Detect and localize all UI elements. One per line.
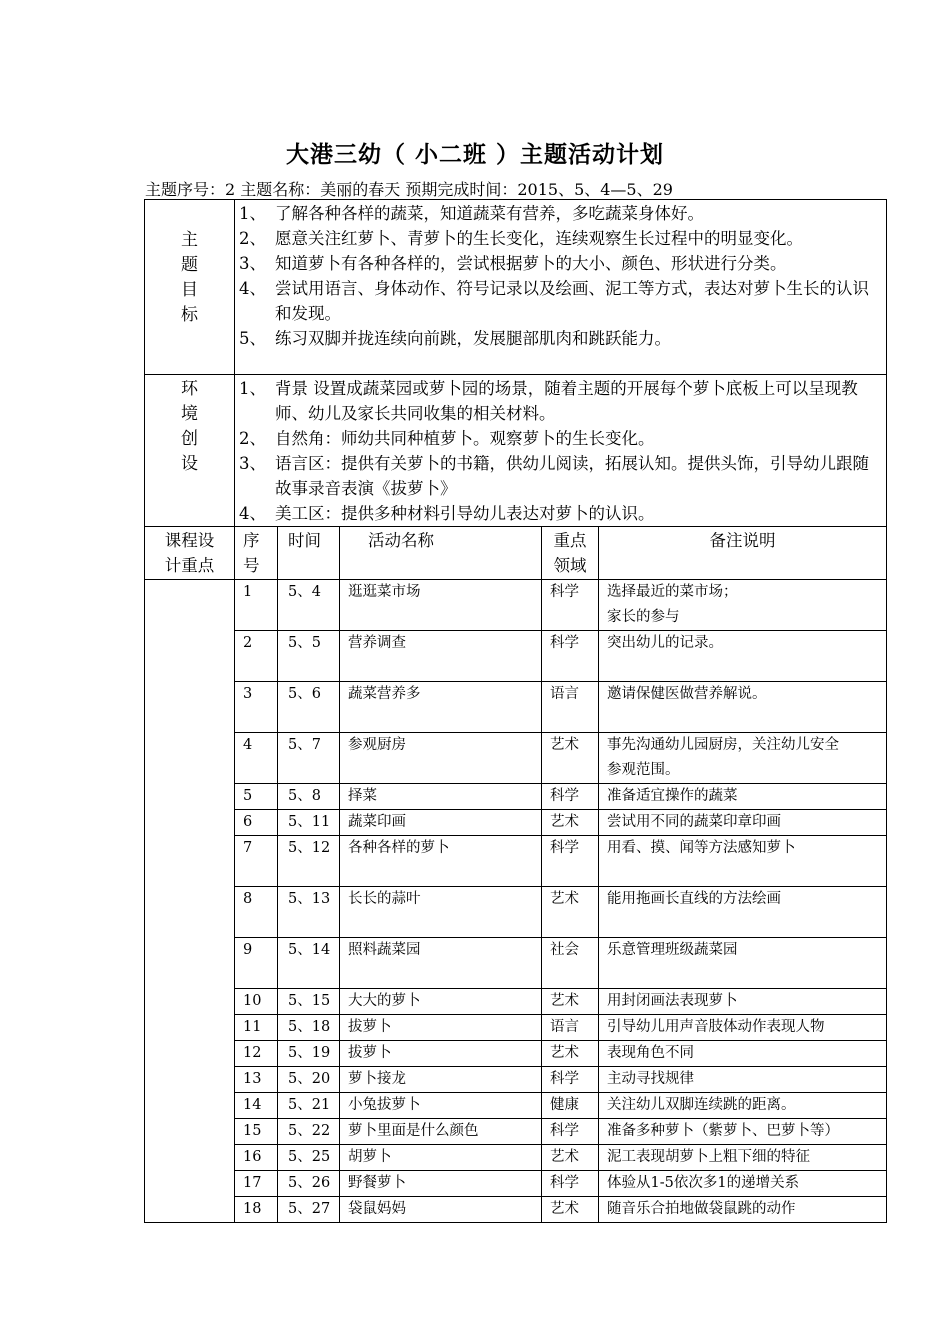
environment-item — [239, 376, 882, 426]
row-time: 5、20 — [278, 1067, 340, 1093]
row-time: 5、22 — [278, 1119, 340, 1145]
row-note-line: 体验从1-5依次多1的递增关系 — [607, 1175, 800, 1191]
row-area: 科学 — [542, 1119, 599, 1145]
row-time: 5、4 — [278, 580, 340, 631]
row-activity-name: 拔萝卜 — [340, 1041, 542, 1067]
row-note — [599, 1093, 887, 1119]
row-area: 科学 — [542, 836, 599, 887]
goals-item — [239, 251, 882, 276]
row-num: 9 — [235, 938, 278, 989]
environment-item-number: 4、 — [239, 504, 266, 523]
row-time: 5、11 — [278, 810, 340, 836]
table-row — [145, 580, 887, 631]
row-num: 4 — [235, 733, 278, 784]
header-activity-name: 活动名称 — [340, 527, 542, 580]
row-activity-name: 袋鼠妈妈 — [340, 1197, 542, 1223]
row-note-line: 表现角色不同 — [607, 1045, 694, 1061]
row-num: 13 — [235, 1067, 278, 1093]
row-time: 5、19 — [278, 1041, 340, 1067]
goals-label: 主 题 目 标 — [145, 200, 235, 375]
header-num: 序 号 — [235, 527, 278, 580]
row-num: 17 — [235, 1171, 278, 1197]
row-activity-name: 照料蔬菜园 — [340, 938, 542, 989]
row-note-line: 引导幼儿用声音肢体动作表现人物 — [607, 1019, 825, 1035]
row-area: 艺术 — [542, 1197, 599, 1223]
row-area: 艺术 — [542, 1145, 599, 1171]
table-row — [145, 1067, 887, 1093]
row-activity-name: 各种各样的萝卜 — [340, 836, 542, 887]
row-time: 5、15 — [278, 989, 340, 1015]
table-row — [145, 887, 887, 938]
row-note — [599, 1067, 887, 1093]
row-area: 科学 — [542, 784, 599, 810]
goals-item-text: 练习双脚并拢连续向前跳，发展腿部肌肉和跳跃能力。 — [275, 329, 671, 348]
environment-item — [239, 451, 882, 501]
row-area: 科学 — [542, 631, 599, 682]
row-note — [599, 810, 887, 836]
table-row — [145, 1145, 887, 1171]
row-num: 16 — [235, 1145, 278, 1171]
row-area: 科学 — [542, 1067, 599, 1093]
row-time: 5、26 — [278, 1171, 340, 1197]
table-row — [145, 733, 887, 784]
environment-item-text: 美工区：提供多种材料引导幼儿表达对萝卜的认识。 — [275, 504, 655, 523]
table-row — [145, 989, 887, 1015]
table-row — [145, 810, 887, 836]
row-area: 艺术 — [542, 887, 599, 938]
row-note-line: 用看、摸、闻等方法感知萝卜 — [607, 840, 796, 856]
table-row — [145, 1197, 887, 1223]
row-area: 艺术 — [542, 1041, 599, 1067]
table-row — [145, 1119, 887, 1145]
row-activity-name: 萝卜接龙 — [340, 1067, 542, 1093]
goals-item-number: 1、 — [239, 204, 266, 223]
row-note-line: 选择最近的菜市场； — [607, 584, 738, 600]
environment-item — [239, 426, 882, 451]
row-note — [599, 784, 887, 810]
environment-item-text: 语言区：提供有关萝卜的书籍，供幼儿阅读，拓展认知。提供头饰，引导幼儿跟随故事录音表演《拔萝卜》 — [275, 454, 869, 498]
row-note-line: 主动寻找规律 — [607, 1071, 694, 1087]
goals-item — [239, 276, 882, 326]
environment-item-text: 背景 设置成蔬菜园或萝卜园的场景，随着主题的开展每个萝卜底板上可以呈现教师、幼儿及家长共同收集的相关材料。 — [275, 379, 858, 423]
table-row — [145, 1041, 887, 1067]
table-row — [145, 784, 887, 810]
row-note-line: 乐意管理班级蔬菜园 — [607, 942, 738, 958]
row-note — [599, 1041, 887, 1067]
goals-item-text: 了解各种各样的蔬菜，知道蔬菜有营养，多吃蔬菜身体好。 — [275, 204, 704, 223]
row-note-line: 突出幼儿的记录。 — [607, 635, 723, 651]
table-row — [145, 938, 887, 989]
row-time: 5、18 — [278, 1015, 340, 1041]
row-note-line: 参观范围。 — [607, 762, 680, 778]
row-note-line: 关注幼儿双脚连续跳的距离。 — [607, 1097, 796, 1113]
page-title: 大港三幼（ 小二班 ）主题活动计划 — [285, 141, 664, 168]
row-area: 艺术 — [542, 733, 599, 784]
table-row — [145, 836, 887, 887]
row-time: 5、27 — [278, 1197, 340, 1223]
goals-content — [235, 200, 887, 375]
row-note — [599, 938, 887, 989]
row-area: 语言 — [542, 682, 599, 733]
row-num: 3 — [235, 682, 278, 733]
row-note — [599, 1171, 887, 1197]
row-note — [599, 1119, 887, 1145]
row-activity-name: 蔬菜营养多 — [340, 682, 542, 733]
goals-item-number: 3、 — [239, 254, 266, 273]
row-note — [599, 682, 887, 733]
row-time: 5、7 — [278, 733, 340, 784]
row-note-line: 尝试用不同的蔬菜印章印画 — [607, 814, 781, 830]
row-note-line: 随音乐合拍地做袋鼠跳的动作 — [607, 1201, 796, 1217]
row-note-line: 家长的参与 — [607, 609, 680, 625]
theme-meta-line: 主题序号：2 主题名称：美丽的春天 预期完成时间：2015、5、4—5、29 — [145, 180, 673, 199]
row-activity-name: 营养调查 — [340, 631, 542, 682]
row-activity-name: 胡萝卜 — [340, 1145, 542, 1171]
row-time: 5、6 — [278, 682, 340, 733]
table-row — [145, 1093, 887, 1119]
goals-item-text: 尝试用语言、身体动作、符号记录以及绘画、泥工等方式，表达对萝卜生长的认识和发现。 — [275, 279, 869, 323]
row-num: 6 — [235, 810, 278, 836]
row-activity-name: 拔萝卜 — [340, 1015, 542, 1041]
row-note-line: 能用拖画长直线的方法绘画 — [607, 891, 781, 907]
row-note-line: 用封闭画法表现萝卜 — [607, 993, 738, 1009]
environment-item — [239, 501, 882, 526]
row-time: 5、5 — [278, 631, 340, 682]
environment-item-number: 2、 — [239, 429, 266, 448]
environment-item-number: 3、 — [239, 454, 266, 473]
row-note — [599, 989, 887, 1015]
table-row — [145, 631, 887, 682]
row-note-line: 邀请保健医做营养解说。 — [607, 686, 767, 702]
row-note — [599, 836, 887, 887]
row-num: 18 — [235, 1197, 278, 1223]
row-area: 科学 — [542, 580, 599, 631]
row-area: 艺术 — [542, 810, 599, 836]
header-time: 时间 — [278, 527, 340, 580]
row-num: 1 — [235, 580, 278, 631]
row-time: 5、14 — [278, 938, 340, 989]
row-area: 科学 — [542, 1171, 599, 1197]
row-note — [599, 631, 887, 682]
row-num: 11 — [235, 1015, 278, 1041]
environment-section — [145, 375, 887, 527]
row-note-line: 事先沟通幼儿园厨房，关注幼儿安全 — [607, 737, 839, 753]
row-area: 社会 — [542, 938, 599, 989]
row-num: 14 — [235, 1093, 278, 1119]
environment-label: 环 境 创 设 — [145, 375, 235, 527]
row-activity-name: 野餐萝卜 — [340, 1171, 542, 1197]
activity-plan-table — [144, 199, 887, 1223]
row-activity-name: 参观厨房 — [340, 733, 542, 784]
row-num: 2 — [235, 631, 278, 682]
goals-item — [239, 201, 882, 226]
row-time: 5、13 — [278, 887, 340, 938]
goals-item-number: 2、 — [239, 229, 266, 248]
row-time: 5、21 — [278, 1093, 340, 1119]
row-note — [599, 1015, 887, 1041]
row-note — [599, 1145, 887, 1171]
row-time: 5、25 — [278, 1145, 340, 1171]
goals-item — [239, 326, 882, 351]
environment-content — [235, 375, 887, 527]
goals-item-text: 愿意关注红萝卜、青萝卜的生长变化，连续观察生长过程中的明显变化。 — [275, 229, 803, 248]
row-num: 5 — [235, 784, 278, 810]
row-activity-name: 萝卜里面是什么颜色 — [340, 1119, 542, 1145]
row-note-line: 泥工表现胡萝卜上粗下细的特征 — [607, 1149, 810, 1165]
goals-item — [239, 226, 882, 251]
schedule-section-cell — [145, 580, 235, 1223]
row-note-line: 准备多种萝卜（紫萝卜、巴萝卜等） — [607, 1123, 839, 1139]
row-note-line: 准备适宜操作的蔬菜 — [607, 788, 738, 804]
row-note — [599, 1197, 887, 1223]
environment-item-text: 自然角：师幼共同种植萝卜。观察萝卜的生长变化。 — [275, 429, 655, 448]
row-num: 10 — [235, 989, 278, 1015]
row-time: 5、12 — [278, 836, 340, 887]
row-note — [599, 733, 887, 784]
table-row — [145, 1171, 887, 1197]
row-note — [599, 580, 887, 631]
goals-item-number: 4、 — [239, 279, 266, 298]
table-row — [145, 1015, 887, 1041]
goals-item-number: 5、 — [239, 329, 266, 348]
goals-section — [145, 200, 887, 375]
row-time: 5、8 — [278, 784, 340, 810]
header-area: 重点 领域 — [542, 527, 599, 580]
row-area: 语言 — [542, 1015, 599, 1041]
row-activity-name: 大大的萝卜 — [340, 989, 542, 1015]
row-area: 健康 — [542, 1093, 599, 1119]
schedule-header-row — [145, 527, 887, 580]
row-activity-name: 小兔拔萝卜 — [340, 1093, 542, 1119]
row-note — [599, 887, 887, 938]
row-activity-name: 蔬菜印画 — [340, 810, 542, 836]
row-activity-name: 逛逛菜市场 — [340, 580, 542, 631]
goals-item-text: 知道萝卜有各种各样的，尝试根据萝卜的大小、颜色、形状进行分类。 — [275, 254, 787, 273]
row-activity-name: 长长的蒜叶 — [340, 887, 542, 938]
row-num: 12 — [235, 1041, 278, 1067]
environment-item-number: 1、 — [239, 379, 266, 398]
schedule-section-label: 课程设 计重点 — [145, 527, 235, 580]
row-area: 艺术 — [542, 989, 599, 1015]
row-num: 7 — [235, 836, 278, 887]
row-num: 8 — [235, 887, 278, 938]
header-note: 备注说明 — [599, 527, 887, 580]
table-row — [145, 682, 887, 733]
row-num: 15 — [235, 1119, 278, 1145]
schedule-body — [145, 580, 887, 1223]
row-activity-name: 择菜 — [340, 784, 542, 810]
